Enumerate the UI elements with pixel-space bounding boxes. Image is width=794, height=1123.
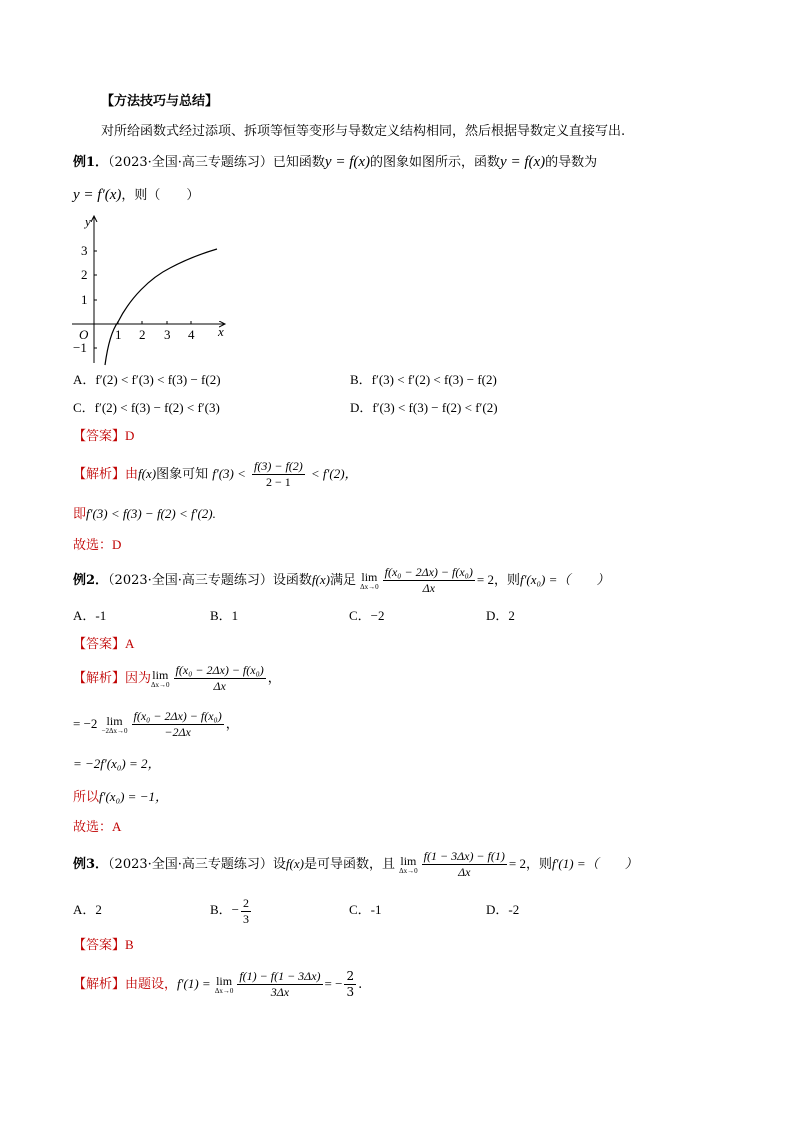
choice-value: A	[112, 819, 122, 834]
ex1-choice	[73, 536, 121, 555]
choice-value: D	[112, 537, 122, 552]
ex3-fraction	[422, 849, 507, 880]
ex3-q3: = 2，则	[508, 856, 552, 871]
ex3-limit	[399, 855, 418, 875]
ex3-analysis	[73, 967, 362, 1002]
y-tick-label: −1	[73, 340, 87, 355]
ex3-question	[73, 847, 638, 882]
x-tick-label: 3	[164, 327, 171, 342]
section-summary: 对所给函数式经过添项、拆项等恒等变形与导数定义结构相同，然后根据导数定义直接写出.	[101, 124, 626, 139]
ex1-option-a[interactable]: A．f′(2) < f′(3) < f(3) − f(2)	[73, 372, 221, 387]
limit-word: lim	[361, 569, 378, 584]
ex2-ana-limit	[151, 669, 170, 689]
ex3-ana1end: .	[358, 977, 363, 992]
ex3-option-a[interactable]: A．2	[73, 902, 102, 917]
fraction-numerator: 2	[243, 895, 250, 910]
ex2-ana4a: 所以	[73, 790, 100, 805]
ex2-ana1end: ，	[267, 671, 281, 686]
answer-value: B	[125, 937, 134, 952]
ex1-label: 例1．	[73, 155, 109, 170]
option-b-text: B．−	[210, 902, 240, 917]
option-b-fraction	[241, 896, 251, 927]
limit-word: lim	[216, 973, 233, 988]
ex1-fx: y = f(x)	[324, 154, 371, 170]
y-tick-label: 1	[81, 292, 88, 307]
ex3-option-b[interactable]	[210, 892, 253, 928]
answer-tag: 【答案】	[73, 429, 126, 444]
ex1-source: （2023·全国·高三专题练习）	[108, 155, 273, 170]
fraction-denominator: Δx	[213, 679, 226, 693]
fraction-denominator: 3	[243, 911, 250, 926]
ex3-q1: 设	[272, 857, 286, 872]
answer-tag: 【答案】	[73, 637, 126, 652]
limit-sub: −2Δx→0	[101, 726, 128, 735]
analysis-tag: 【解析】	[73, 671, 126, 686]
ex2-ana2end: ，	[225, 717, 239, 732]
ex1-deriv: y = f′(x)	[73, 187, 122, 203]
ex3-ana-limit	[215, 975, 234, 995]
ex1-question-line1	[73, 153, 597, 172]
fraction-numerator: f(x₀ − 2Δx) − f(x₀)	[175, 663, 264, 677]
ex2-option-c[interactable]: C．−2	[349, 608, 385, 623]
ex3-ana1c: = −	[324, 976, 343, 991]
ex3-label: 例3．	[73, 857, 109, 872]
ex1-analysis-line2	[73, 505, 216, 524]
ex1-option-d[interactable]: D．f′(3) < f(3) − f(2) < f′(2)	[350, 400, 498, 415]
ex2-analysis-line4	[73, 788, 168, 807]
ex2-q3: = 2，则	[476, 572, 520, 587]
answer-tag: 【答案】	[73, 938, 126, 953]
ex1-question-line2	[73, 186, 199, 205]
x-tick-label: 1	[115, 327, 122, 342]
ex1-ana1b: f(x)	[138, 466, 157, 481]
limit-sub: Δx→0	[399, 866, 418, 875]
ex1-analysis-line1	[73, 458, 358, 491]
ex2-ana1a: 因为	[125, 671, 152, 686]
choice-tag: 故选：	[73, 820, 113, 835]
analysis-tag: 【解析】	[73, 977, 126, 992]
ex2-analysis-line2	[73, 707, 239, 742]
y-tick-label: 2	[81, 267, 88, 282]
fraction-denominator: 2 − 1	[266, 475, 291, 489]
ex1-ana2a: 即	[73, 507, 87, 522]
ex3-result-fraction	[344, 969, 356, 1000]
choice-tag: 故选：	[73, 538, 113, 553]
ex2-answer	[73, 635, 134, 654]
limit-word: lim	[106, 713, 123, 728]
origin-label: O	[79, 327, 89, 342]
ex3-fx: f(x)	[285, 856, 304, 871]
ex1-q3: 的导数为	[545, 155, 598, 170]
ex2-fx: f(x)	[311, 572, 330, 587]
analysis-tag: 【解析】	[73, 467, 126, 482]
y-axis-label: y	[85, 214, 91, 229]
fraction-numerator: f(1 − 3Δx) − f(1)	[423, 849, 505, 863]
ex3-answer	[73, 936, 134, 955]
ex2-q2: 满足	[329, 573, 356, 588]
fraction-numerator: f(x₀ − 2Δx) − f(x₀)	[384, 565, 473, 579]
ex1-q1: 已知函数	[272, 155, 325, 170]
ex3-ana1a: 由题设，	[125, 977, 178, 992]
ex1-fx2: y = f(x)	[500, 154, 546, 170]
fraction-numerator: f(1) − f(1 − 3Δx)	[239, 969, 321, 983]
ex1-ana1e: < f′(2)，	[310, 466, 358, 481]
ex1-ana2b: f′(3) < f(3) − f(2) < f′(2).	[86, 506, 216, 521]
function-graph	[60, 208, 240, 368]
ex3-ana-fraction	[237, 969, 322, 1000]
limit-sub: Δx→0	[214, 986, 234, 995]
fraction-denominator: 3Δx	[270, 985, 290, 999]
limit-sub: Δx→0	[151, 680, 170, 689]
fraction-numerator: 2	[346, 969, 355, 983]
limit-word: lim	[152, 667, 169, 682]
x-axis-label: x	[218, 324, 224, 339]
ex1-option-c[interactable]: C．f′(2) < f(3) − f(2) < f′(3)	[73, 400, 220, 415]
ex1-q2: 的图象如图所示，函数	[370, 155, 501, 170]
answer-value: A	[125, 636, 135, 651]
ex2-ana-fraction	[174, 663, 266, 694]
fraction-numerator: f(3) − f(2)	[254, 459, 303, 473]
ex1-q4: ，则（ ）	[121, 188, 200, 203]
ex2-q4: f′(x₀) =（ ）	[519, 572, 610, 587]
ex1-fraction	[252, 459, 305, 490]
ex2-limit	[360, 571, 379, 591]
ex2-fraction	[383, 565, 475, 596]
ex2-ana2-fraction	[132, 709, 224, 740]
ex1-answer	[73, 427, 134, 446]
fraction-denominator: Δx	[458, 865, 471, 879]
ex2-ana2-limit	[102, 715, 128, 735]
ex2-ana4b: f′(x₀) = −1，	[99, 789, 168, 804]
fraction-denominator: 3	[346, 985, 355, 999]
fraction-numerator: f(x₀ − 2Δx) − f(x₀)	[133, 709, 222, 723]
ex2-source: （2023·全国·高三专题练习）	[108, 573, 273, 588]
ex3-ana1b: f′(1) =	[177, 976, 211, 991]
ex2-q1: 设函数	[272, 573, 312, 588]
ex2-label: 例2．	[73, 573, 109, 588]
ex3-option-c[interactable]: C．-1	[349, 902, 382, 917]
ex3-source: （2023·全国·高三专题练习）	[108, 857, 273, 872]
ex3-q4: f′(1) =（ ）	[551, 856, 638, 871]
x-tick-label: 4	[188, 327, 195, 342]
ex2-option-a[interactable]: A．-1	[73, 608, 107, 623]
y-tick-label: 3	[81, 243, 88, 258]
answer-value: D	[125, 428, 135, 443]
x-tick-label: 2	[139, 327, 146, 342]
function-curve	[105, 249, 217, 365]
ex2-analysis-line1	[73, 662, 281, 696]
ex2-analysis-line3: = −2f′(x₀) = 2，	[73, 756, 161, 771]
ex2-option-d[interactable]: D．2	[486, 608, 515, 623]
limit-sub: Δx→0	[360, 582, 379, 591]
ex1-ana1a: 由	[125, 467, 139, 482]
ex2-choice	[73, 818, 121, 837]
ex1-ana1d: f′(3) <	[212, 466, 246, 481]
ex2-option-b[interactable]: B．1	[210, 608, 239, 623]
section-title: 【方法技巧与总结】	[101, 94, 219, 109]
ex1-option-b[interactable]: B．f′(3) < f′(2) < f(3) − f(2)	[350, 372, 497, 387]
fraction-denominator: Δx	[422, 581, 435, 595]
fraction-denominator: −2Δx	[164, 725, 191, 739]
ex1-ana1c: 图象可知	[156, 467, 209, 482]
ex2-ana2a: = −2	[73, 716, 98, 731]
limit-word: lim	[400, 853, 417, 868]
ex2-question	[73, 563, 609, 598]
ex3-q2: 是可导函数，且	[303, 857, 395, 872]
ex3-option-d[interactable]: D．-2	[486, 902, 520, 917]
